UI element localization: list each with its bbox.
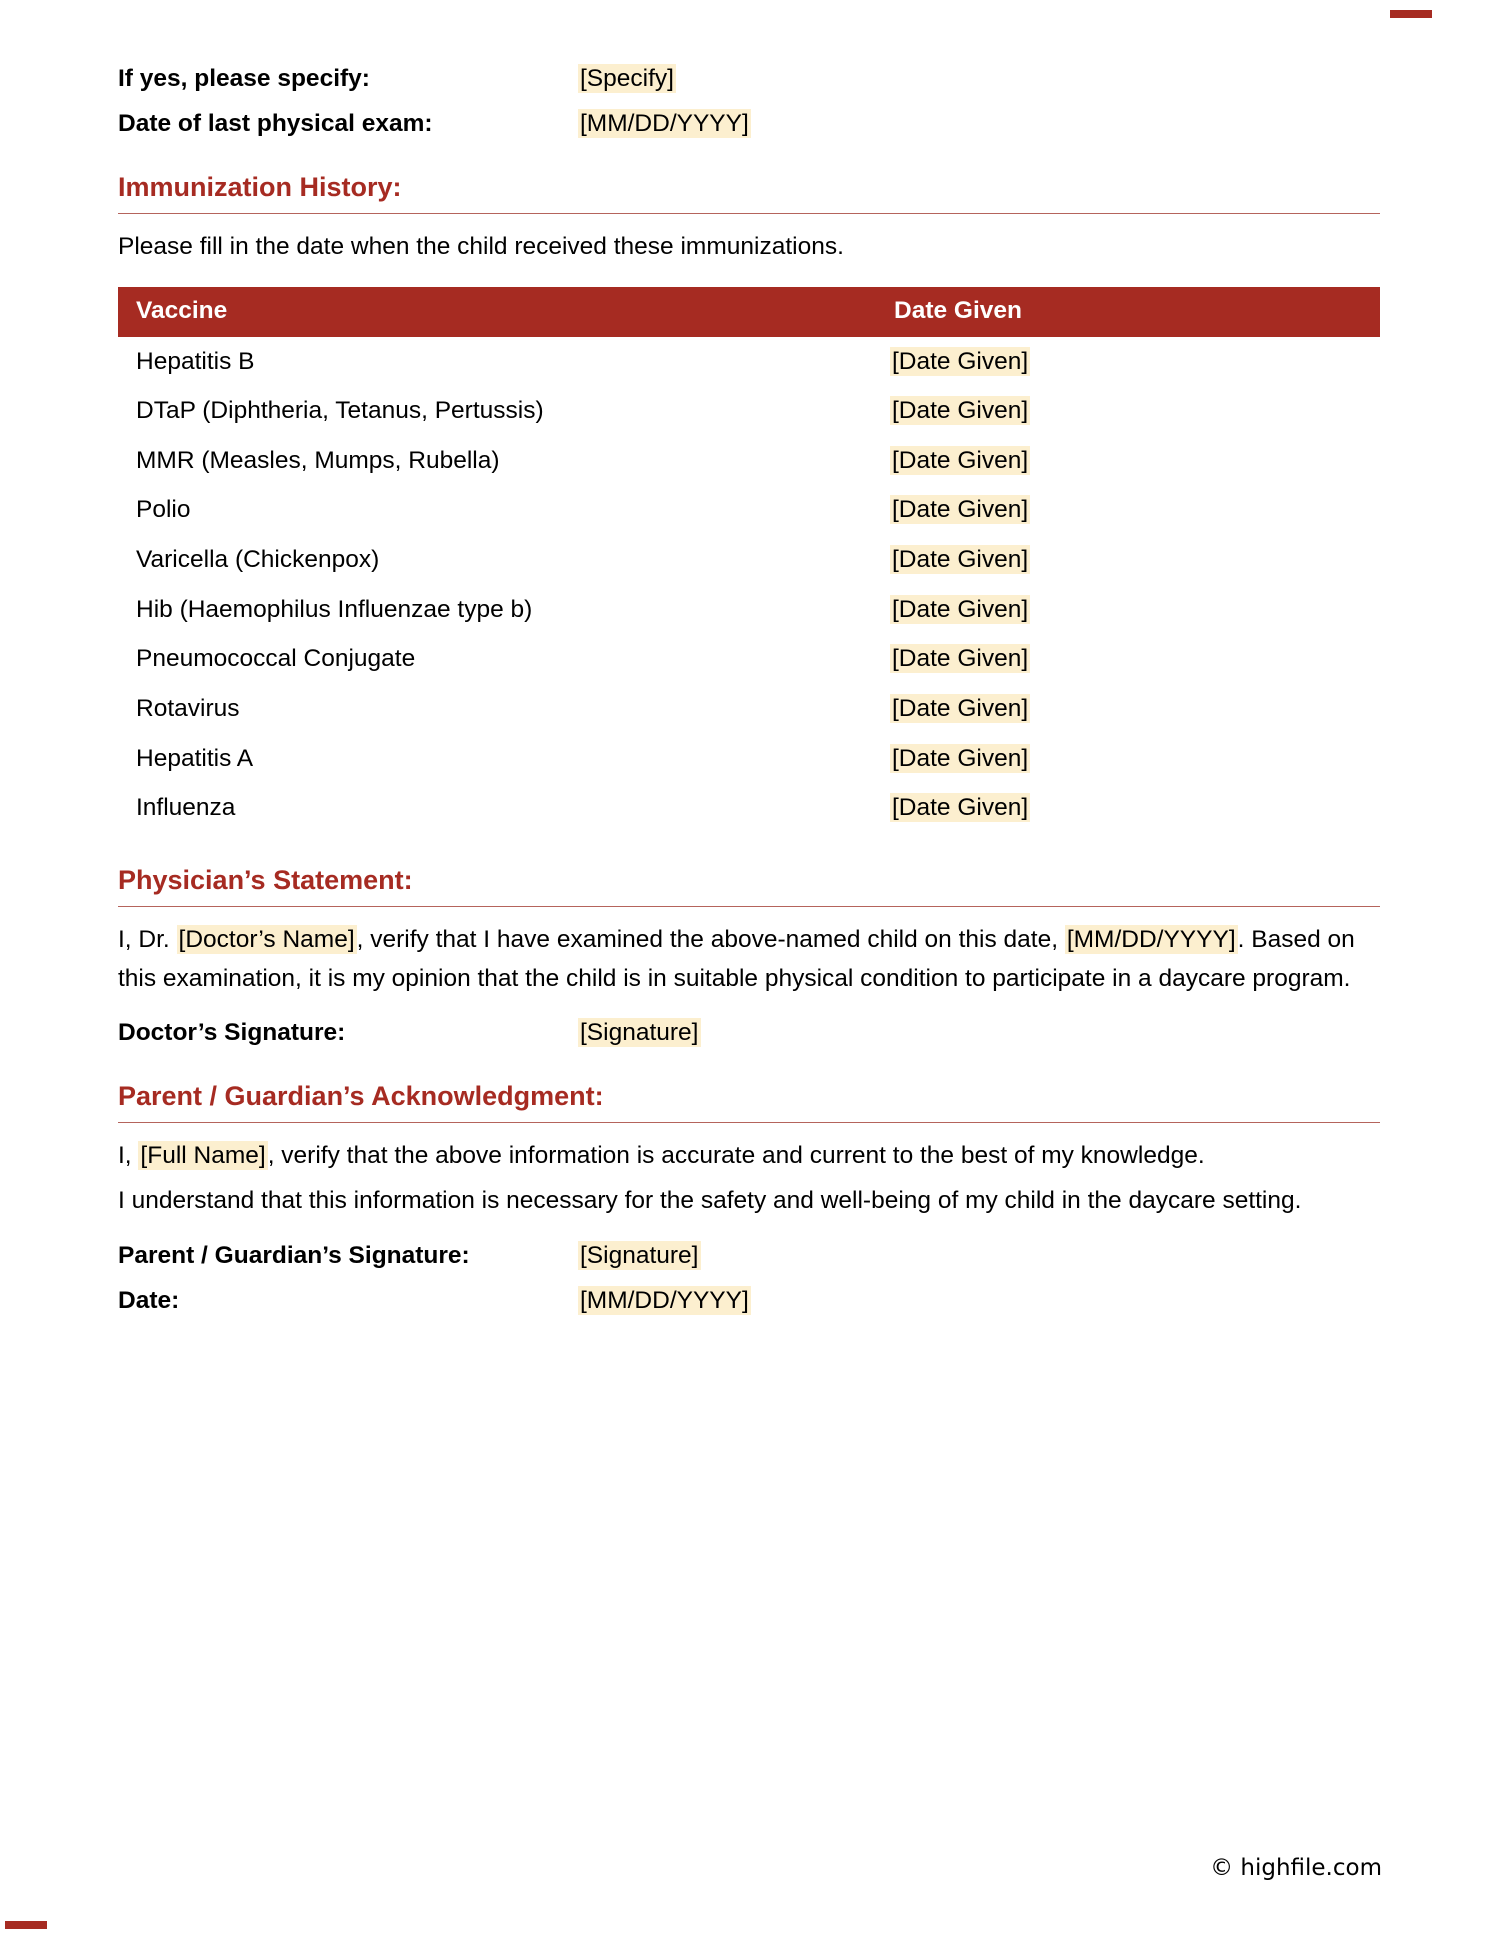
field-row-last-physical-exam — [118, 107, 1380, 140]
document-content — [118, 62, 1380, 1329]
table-row — [118, 783, 1380, 833]
vaccine-name: Polio — [136, 496, 191, 524]
table-row — [118, 485, 1380, 535]
section-parent-acknowledgment — [118, 1079, 1380, 1317]
vaccine-date-field[interactable]: [Date Given] — [892, 347, 1029, 375]
vaccine-name: Hib (Haemophilus Influenzae type b) — [136, 595, 533, 623]
vaccine-name: DTaP (Diphtheria, Tetanus, Pertussis) — [136, 397, 544, 425]
vaccine-date-field[interactable]: [Date Given] — [892, 794, 1029, 822]
column-header-date-given: Date Given — [876, 287, 1380, 337]
parent-full-name-field[interactable]: [Full Name] — [140, 1142, 266, 1170]
footer-copyright: © highfile.com — [1210, 1855, 1382, 1881]
immunization-history-heading: Immunization History: — [118, 172, 402, 203]
vaccine-name: Hepatitis A — [136, 744, 254, 772]
immunization-table — [118, 287, 1380, 833]
table-row — [118, 386, 1380, 436]
table-row — [118, 585, 1380, 635]
section-divider — [118, 213, 1380, 214]
specify-value[interactable]: [Specify] — [580, 65, 674, 92]
vaccine-date-field[interactable]: [Date Given] — [892, 446, 1029, 474]
parent-acknowledgment-heading: Parent / Guardian’s Acknowledgment: — [118, 1081, 604, 1112]
vaccine-date-field[interactable]: [Date Given] — [892, 744, 1029, 772]
physician-line1-post: . — [1237, 925, 1245, 953]
vaccine-date-field[interactable]: [Date Given] — [892, 645, 1029, 673]
vaccine-date-field[interactable]: [Date Given] — [892, 546, 1029, 574]
vaccine-name: MMR (Measles, Mumps, Rubella) — [136, 446, 500, 474]
vaccine-date-field[interactable]: [Date Given] — [892, 694, 1029, 722]
table-row — [118, 634, 1380, 684]
table-row — [118, 734, 1380, 784]
field-row-parent-date — [118, 1284, 1380, 1317]
exam-date-field[interactable]: [MM/DD/YYYY] — [1066, 925, 1236, 953]
table-row — [118, 436, 1380, 486]
doctor-name-field[interactable]: [Doctor’s Name] — [178, 925, 355, 953]
parent-date-label: Date: — [118, 1286, 180, 1314]
table-header-row — [118, 287, 1380, 337]
vaccine-date-field[interactable]: [Date Given] — [892, 397, 1029, 425]
decorative-bar-bottom-left — [5, 1921, 47, 1929]
vaccine-name: Influenza — [136, 794, 236, 822]
last-physical-exam-value[interactable]: [MM/DD/YYYY] — [580, 110, 749, 138]
vaccine-date-field[interactable]: [Date Given] — [892, 595, 1029, 623]
specify-label: If yes, please specify: — [118, 65, 370, 92]
doctor-signature-label: Doctor’s Signature: — [118, 1019, 346, 1047]
parent-acknowledgment-line2: I understand that this information is necessary for the safety and well-being of my child in the daycare setting. — [118, 1187, 1302, 1215]
physician-line1-mid: , verify that I have examined the above-named child on this date, — [356, 925, 1065, 953]
vaccine-name: Hepatitis B — [136, 347, 255, 375]
decorative-bar-top-right — [1390, 10, 1432, 18]
field-row-parent-signature — [118, 1239, 1380, 1272]
section-immunization-history — [118, 170, 1380, 833]
doctor-signature-value[interactable]: [Signature] — [580, 1019, 699, 1047]
parent-line1-pre: I, — [118, 1142, 139, 1170]
vaccine-date-field[interactable]: [Date Given] — [892, 496, 1029, 524]
physician-statement-paragraph — [118, 921, 1380, 998]
parent-signature-label: Parent / Guardian’s Signature: — [118, 1241, 470, 1269]
section-divider — [118, 906, 1380, 907]
column-header-vaccine: Vaccine — [118, 287, 876, 337]
last-physical-exam-label: Date of last physical exam: — [118, 110, 433, 138]
physician-line2: Based on this examination, it is my opinion that the child is in suitable physical condition to participate in a daycare program. — [118, 925, 1355, 992]
parent-line1-post: , verify that the above information is accurate and current to the best of my knowledge. — [267, 1142, 1205, 1170]
vaccine-name: Pneumococcal Conjugate — [136, 645, 416, 673]
field-row-doctor-signature — [118, 1016, 1380, 1049]
section-divider — [118, 1122, 1380, 1123]
vaccine-name: Rotavirus — [136, 694, 240, 722]
immunization-table-body — [118, 337, 1380, 833]
field-row-specify — [118, 62, 1380, 95]
parent-signature-value[interactable]: [Signature] — [580, 1241, 699, 1269]
parent-date-value[interactable]: [MM/DD/YYYY] — [580, 1286, 749, 1314]
vaccine-name: Varicella (Chickenpox) — [136, 546, 380, 574]
table-row — [118, 337, 1380, 387]
table-row — [118, 684, 1380, 734]
table-row — [118, 535, 1380, 585]
parent-acknowledgment-line1 — [118, 1137, 1380, 1176]
section-physician-statement — [118, 863, 1380, 1050]
immunization-instruction: Please fill in the date when the child received these immunizations. — [118, 233, 844, 261]
physician-line1-pre: I, Dr. — [118, 925, 177, 953]
physician-statement-heading: Physician’s Statement: — [118, 864, 413, 895]
